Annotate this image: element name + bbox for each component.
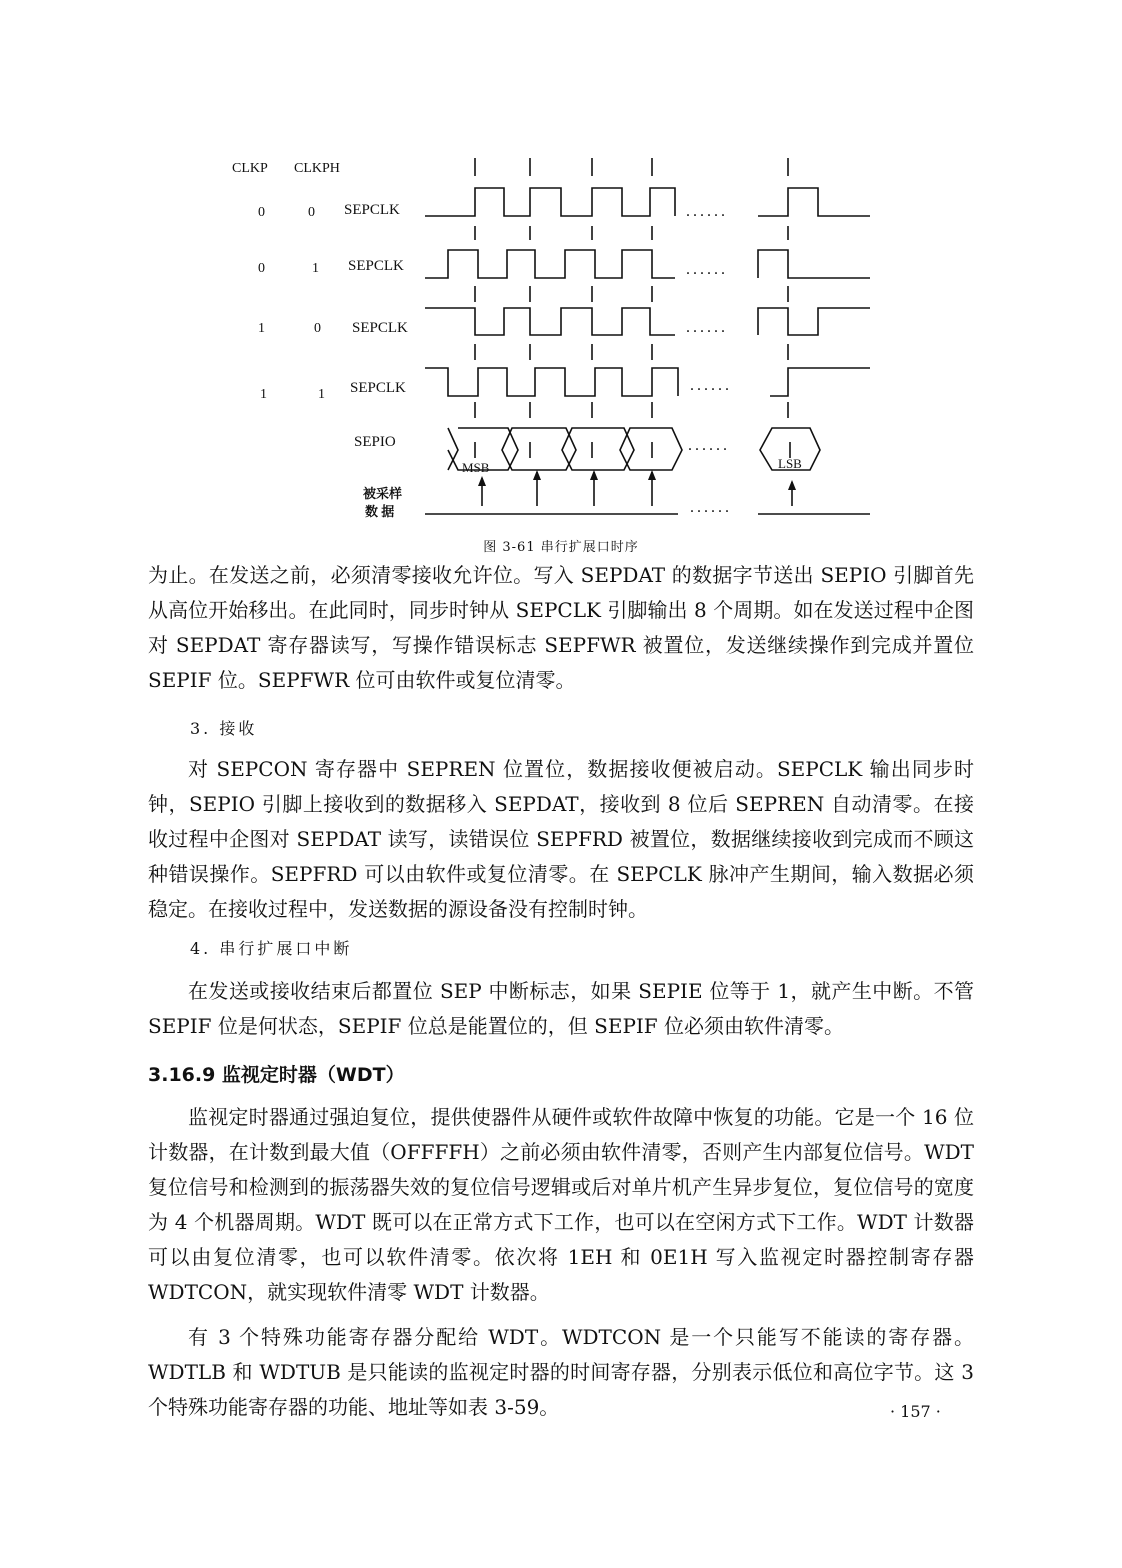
- ellipsis-row-3: ......: [686, 319, 728, 336]
- waveform-row-1: [425, 188, 675, 216]
- row-2-signal: SEPCLK: [348, 258, 404, 274]
- ellipsis-row-1: ......: [686, 203, 728, 220]
- figure-caption: 图 3-61 串行扩展口时序: [483, 540, 639, 555]
- row-1-clkph: 0: [308, 205, 315, 220]
- ellipsis-row-2: ......: [686, 261, 728, 278]
- row-2-clkp: 0: [258, 261, 265, 276]
- waveform-row-2-tail: [758, 250, 870, 278]
- reference-markers: [475, 158, 788, 418]
- row-4-signal: SEPCLK: [350, 380, 406, 396]
- paragraph-wdt-registers: 有 3 个特殊功能寄存器分配给 WDT。WDTCON 是一个只能写不能读的寄存器。WDTLB 和 WDTUB 是只能读的监视定时器的时间寄存器，分别表示低位和高位字节。这 3 个特殊功能寄存器的功能、地址等如表 3-59。: [148, 1325, 974, 1419]
- waveform-row-1-tail: [758, 188, 870, 216]
- sampled-label-line2: 数 据: [365, 504, 395, 519]
- waveform-row-2: [425, 250, 675, 278]
- page-number: · 157 ·: [890, 1402, 941, 1421]
- row-1-signal: SEPCLK: [344, 202, 400, 218]
- ellipsis-row-4: ......: [690, 377, 732, 394]
- row-2-clkph: 1: [312, 261, 319, 276]
- section-heading-wdt: 3.16.9 监视定时器（WDT）: [148, 1064, 405, 1086]
- header-clkph: CLKPH: [294, 161, 340, 176]
- row-1-clkp: 0: [258, 205, 265, 220]
- timing-diagram: [0, 0, 1122, 560]
- arrow-heads: [478, 470, 796, 490]
- row-3-signal: SEPCLK: [352, 320, 408, 336]
- row-3-clkp: 1: [258, 321, 265, 336]
- paragraph-interrupt: 在发送或接收结束后都置位 SEP 中断标志，如果 SEPIE 位等于 1，就产生中断。不管 SEPIF 位是何状态，SEPIF 位总是能置位的，但 SEPIF 位必须由软件清零。: [148, 979, 974, 1038]
- waveform-row-3-tail: [758, 308, 870, 335]
- row-3-clkph: 0: [314, 321, 321, 336]
- sepio-label: SEPIO: [354, 434, 396, 450]
- ellipsis-sepio: ......: [688, 437, 730, 454]
- waveform-row-4: [425, 368, 678, 396]
- row-4-clkph: 1: [318, 387, 325, 402]
- subheading-interrupt: 4. 串行扩展口中断: [190, 939, 353, 958]
- row-4-clkp: 1: [260, 387, 267, 402]
- header-clkp: CLKP: [232, 161, 268, 176]
- waveform-row-4-tail: [770, 368, 870, 396]
- paragraph-transmit-end: 为止。在发送之前，必须清零接收允许位。写入 SEPDAT 的数据字节送出 SEPIO 引脚首先从高位开始移出。在此同时，同步时钟从 SEPCLK 引脚输出 8 个周期。如在发送过程中企图对 SEPDAT 寄存器读写，写操作错误标志 SEPFWR 被置位，发送继续操作到完成并置位 SEPIF 位。SEPFWR 位可由软件或复位清零。: [148, 563, 974, 692]
- waveform-row-3: [425, 308, 675, 335]
- lsb-label: LSB: [778, 456, 802, 471]
- sepio-waveform: [448, 428, 820, 470]
- sample-arrows: [482, 472, 792, 506]
- paragraph-wdt-intro: 监视定时器通过强迫复位，提供使器件从硬件或软件故障中恢复的功能。它是一个 16 位计数器，在计数到最大值（OFFFFH）之前必须由软件清零，否则产生内部复位信号。WDT 复位信号和检测到的振荡器失效的复位信号逻辑或后对单片机产生异步复位，复位信号的宽度为 4 个机器周期。WDT 既可以在正常方式下工作，也可以在空闲方式下工作。WDT 计数器可以由复位清零，也可以软件清零。依次将 1EH 和 0E1H 写入监视定时器控制寄存器 WDTCON，就实现软件清零 WDT 计数器。: [148, 1105, 974, 1304]
- ellipsis-sampled: ......: [690, 499, 732, 516]
- sampled-label-line1: 被采样: [363, 486, 403, 501]
- subheading-receive: 3. 接收: [190, 719, 258, 738]
- msb-label: MSB: [462, 460, 490, 475]
- paragraph-receive: 对 SEPCON 寄存器中 SEPREN 位置位，数据接收便被启动。SEPCLK 输出同步时钟，SEPIO 引脚上接收到的数据移入 SEPDAT，接收到 8 位后 SEPREN 自动清零。在接收过程中企图对 SEPDAT 读写，读错误位 SEPFRD 被置位，数据继续接收到完成而不顾这种错误操作。SEPFRD 可以由软件或复位清零。在 SEPCLK 脉冲产生期间，输入数据必须稳定。在接收过程中，发送数据的源设备没有控制时钟。: [148, 757, 974, 921]
